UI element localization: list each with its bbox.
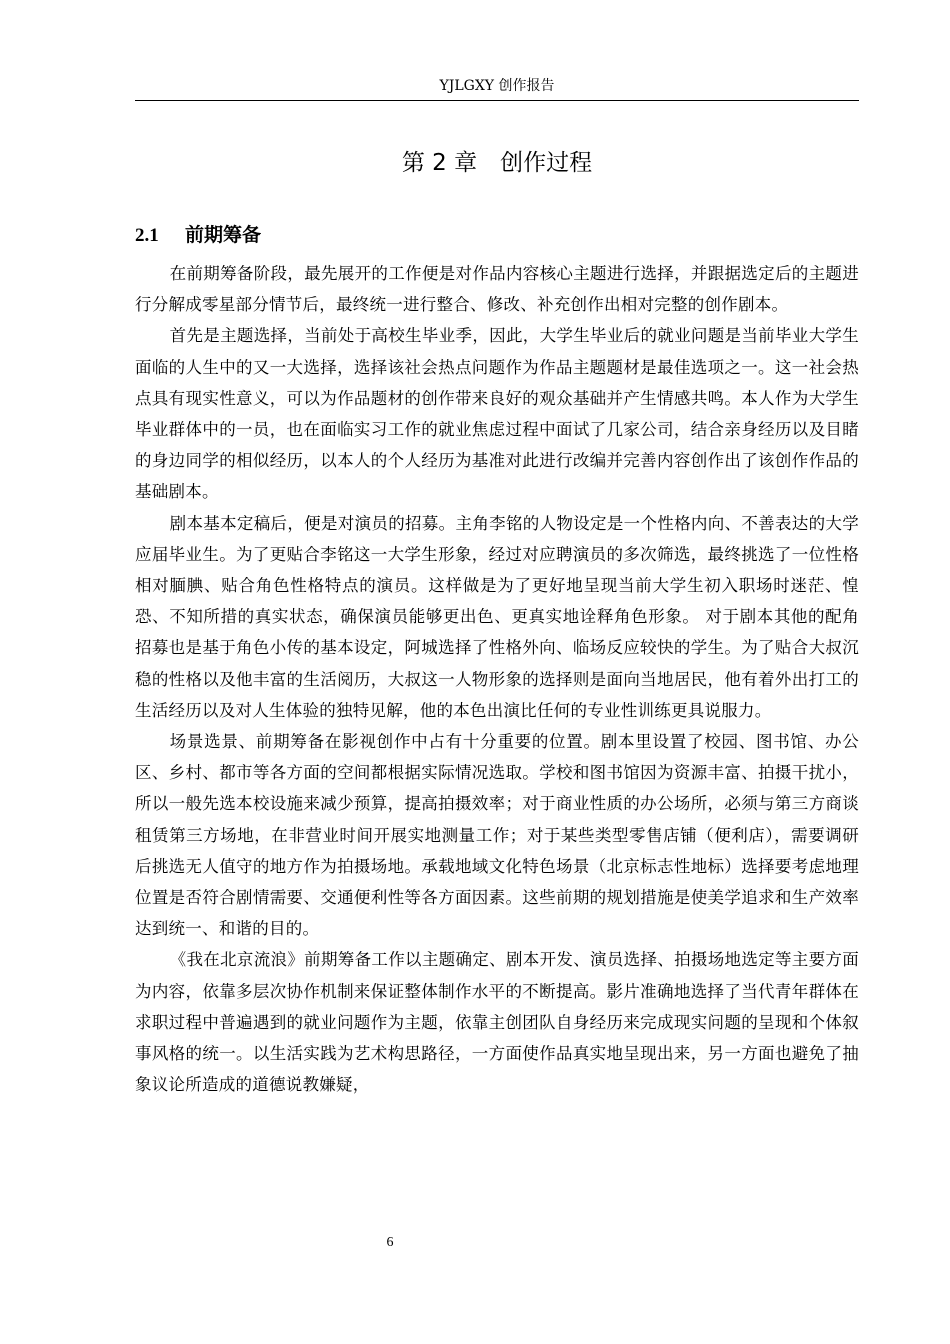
header-rule — [135, 100, 859, 101]
paragraph-2: 首先是主题选择，当前处于高校生毕业季，因此，大学生毕业后的就业问题是当前毕业大学生面临的人生中的又一大选择，选择该社会热点问题作为作品主题题材是最佳选项之一。这一社会热点具有现实性意义，可以为作品题材的创作带来良好的观众基础并产生情感共鸣。本人作为大学生毕业群体中的一员，也在面临实习工作的就业焦虑过程中面试了几家公司，结合亲身经历以及目睹的身边同学的相似经历，以本人的个人经历为基准对此进行改编并完善内容创作出了该创作作品的基础剧本。 — [135, 326, 859, 502]
paragraph-1: 在前期筹备阶段，最先展开的工作便是对作品内容核心主题进行选择，并跟据选定后的主题进行分解成零星部分情节后，最终统一进行整合、修改、补充创作出相对完整的创作剧本。 — [135, 264, 859, 315]
running-header: YJLGXY 创作报告 — [439, 78, 555, 94]
page-number: 6 — [386, 1235, 394, 1250]
chapter-title: 第 2 章 创作过程 — [401, 150, 593, 176]
section-heading — [135, 220, 859, 251]
section-title: 前期筹备 — [185, 224, 262, 246]
body-text — [135, 258, 859, 1100]
paragraph-5: 《我在北京流浪》前期筹备工作以主题确定、剧本开发、演员选择、拍摄场地选定等主要方面为内容，依靠多层次协作机制来保证整体制作水平的不断提高。影片准确地选择了当代青年群体在求职过程中普遍遇到的就业问题作为主题，依靠主创团队自身经历来完成现实问题的呈现和个体叙事风格的统一。以生活实践为艺术构思路径，一方面使作品真实地呈现出来，另一方面也避免了抽象议论所造成的道德说教嫌疑， — [135, 950, 859, 1095]
paragraph-3: 剧本基本定稿后，便是对演员的招募。主角李铭的人物设定是一个性格内向、不善表达的大学应届毕业生。为了更贴合李铭这一大学生形象，经过对应聘演员的多次筛选，最终挑选了一位性格相对腼腆、贴合角色性格特点的演员。这样做是为了更好地呈现当前大学生初入职场时迷茫、惶恐、不知所措的真实状态，确保演员能够更出色、更真实地诠释角色形象。 对于剧本其他的配角招募也是基于角色小传的基本设定，阿城选择了性格外向、临场反应较快的学生。为了贴合大叔沉稳的性格以及他丰富的生活阅历，大叔这一人物形象的选择则是面向当地居民，他有着外出打工的生活经历以及对人生体验的独特见解，他的本色出演比任何的专业性训练更具说服力。 — [135, 513, 859, 720]
section-number: 2.1 — [135, 225, 159, 246]
paragraph-4: 场景选景、前期筹备在影视创作中占有十分重要的位置。剧本里设置了校园、图书馆、办公区、乡村、都市等各方面的空间都根据实际情况选取。学校和图书馆因为资源丰富、拍摄干扰小，所以一般先选本校设施来减少预算，提高拍摄效率；对于商业性质的办公场所，必须与第三方商谈租赁第三方场地，在非营业时间开展实地测量工作；对于某些类型零售店铺（便利店），需要调研后挑选无人值守的地方作为拍摄场地。承载地域文化特色场景（北京标志性地标）选择要考虑地理位置是否符合剧情需要、交通便利性等各方面因素。这些前期的规划措施是使美学追求和生产效率达到统一、和谐的目的。 — [135, 732, 859, 939]
